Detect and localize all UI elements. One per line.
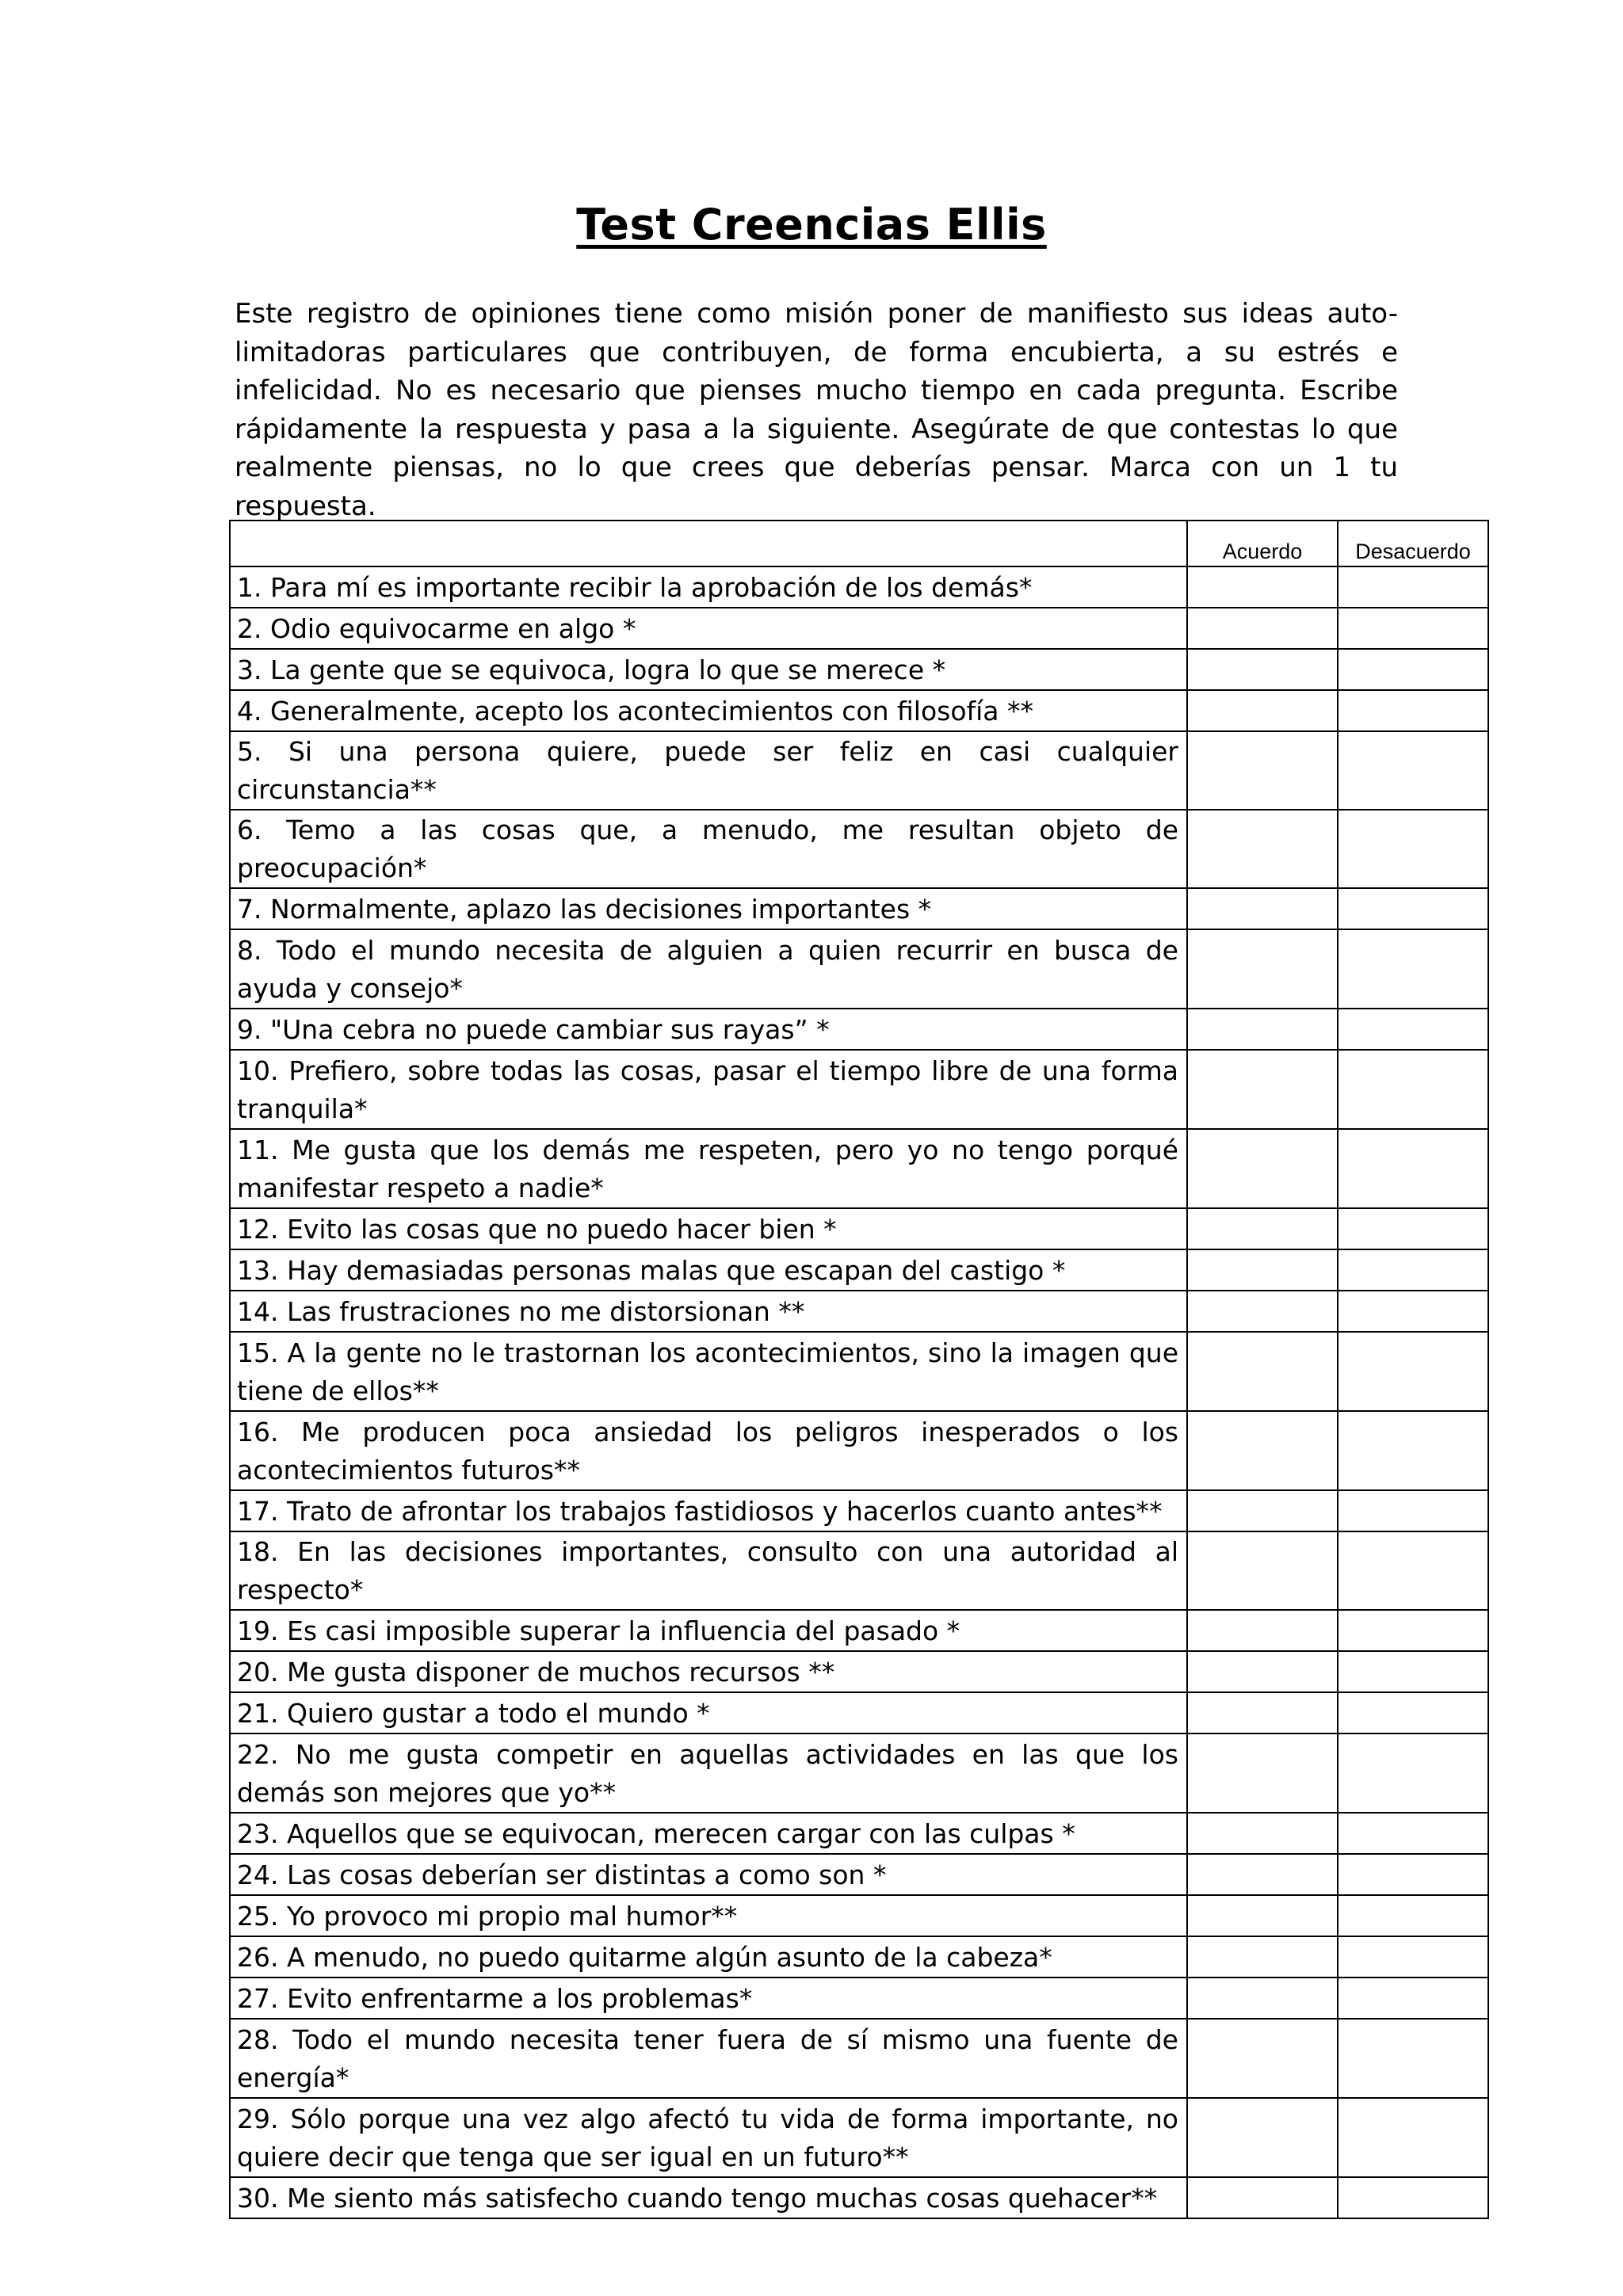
agree-cell-15[interactable] [1187,1332,1338,1411]
statement-20: 20. Me gusta disponer de muchos recursos ** [230,1651,1187,1692]
statement-30: 30. Me siento más satisfecho cuando tengo muchas cosas quehacer** [230,2177,1187,2218]
disagree-cell-21[interactable] [1338,1692,1488,1733]
statement-6: 6. Temo a las cosas que, a menudo, me resultan objeto de preocupación* [230,810,1187,888]
disagree-cell-11[interactable] [1338,1129,1488,1208]
header-statement [230,521,1187,566]
statement-23: 23. Aquellos que se equivocan, merecen cargar con las culpas * [230,1813,1187,1854]
agree-cell-7[interactable] [1187,888,1338,929]
table-row [230,1651,1488,1692]
table-row [230,1936,1488,1978]
agree-cell-17[interactable] [1187,1490,1338,1531]
table-row [230,649,1488,690]
disagree-cell-10[interactable] [1338,1050,1488,1129]
disagree-cell-27[interactable] [1338,1978,1488,2019]
survey-body [230,566,1488,2218]
table-row [230,1249,1488,1291]
statement-25: 25. Yo provoco mi propio mal humor** [230,1895,1187,1936]
disagree-cell-23[interactable] [1338,1813,1488,1854]
table-header-row [230,521,1488,566]
statement-1: 1. Para mí es importante recibir la aprobación de los demás* [230,566,1187,608]
disagree-cell-8[interactable] [1338,929,1488,1009]
statement-8: 8. Todo el mundo necesita de alguien a quien recurrir en busca de ayuda y consejo* [230,929,1187,1009]
agree-cell-13[interactable] [1187,1249,1338,1291]
table-row [230,1291,1488,1332]
agree-cell-9[interactable] [1187,1009,1338,1050]
agree-cell-16[interactable] [1187,1411,1338,1490]
statement-29: 29. Sólo porque una vez algo afectó tu vida de forma importante, no quiere decir que tenga que ser igual en un futuro** [230,2098,1187,2177]
statement-18: 18. En las decisiones importantes, consulto con una autoridad al respecto* [230,1531,1187,1610]
statement-26: 26. A menudo, no puedo quitarme algún asunto de la cabeza* [230,1936,1187,1978]
table-row [230,888,1488,929]
page-title: Test Creencias Ellis [576,200,1047,250]
agree-cell-30[interactable] [1187,2177,1338,2218]
table-row [230,1895,1488,1936]
disagree-cell-14[interactable] [1338,1291,1488,1332]
statement-16: 16. Me producen poca ansiedad los peligros inesperados o los acontecimientos futuros** [230,1411,1187,1490]
disagree-cell-29[interactable] [1338,2098,1488,2177]
agree-cell-3[interactable] [1187,649,1338,690]
table-row [230,2019,1488,2098]
agree-cell-24[interactable] [1187,1854,1338,1895]
agree-cell-5[interactable] [1187,731,1338,810]
disagree-cell-2[interactable] [1338,608,1488,649]
disagree-cell-18[interactable] [1338,1531,1488,1610]
agree-cell-14[interactable] [1187,1291,1338,1332]
statement-3: 3. La gente que se equivoca, logra lo que se merece * [230,649,1187,690]
statement-5: 5. Si una persona quiere, puede ser feliz en casi cualquier circunstancia** [230,731,1187,810]
agree-cell-8[interactable] [1187,929,1338,1009]
statement-10: 10. Prefiero, sobre todas las cosas, pasar el tiempo libre de una forma tranquila* [230,1050,1187,1129]
statement-17: 17. Trato de afrontar los trabajos fastidiosos y hacerlos cuanto antes** [230,1490,1187,1531]
table-row [230,1332,1488,1411]
agree-cell-25[interactable] [1187,1895,1338,1936]
table-row [230,2177,1488,2218]
agree-cell-27[interactable] [1187,1978,1338,2019]
header-agree: Acuerdo [1187,521,1338,566]
disagree-cell-1[interactable] [1338,566,1488,608]
table-row [230,1813,1488,1854]
table-row [230,1490,1488,1531]
disagree-cell-4[interactable] [1338,690,1488,731]
agree-cell-26[interactable] [1187,1936,1338,1978]
table-row [230,929,1488,1009]
disagree-cell-3[interactable] [1338,649,1488,690]
statement-21: 21. Quiero gustar a todo el mundo * [230,1692,1187,1733]
disagree-cell-26[interactable] [1338,1936,1488,1978]
agree-cell-20[interactable] [1187,1651,1338,1692]
agree-cell-21[interactable] [1187,1692,1338,1733]
statement-7: 7. Normalmente, aplazo las decisiones importantes * [230,888,1187,929]
table-row [230,1978,1488,2019]
disagree-cell-30[interactable] [1338,2177,1488,2218]
statement-12: 12. Evito las cosas que no puedo hacer bien * [230,1208,1187,1249]
disagree-cell-13[interactable] [1338,1249,1488,1291]
agree-cell-28[interactable] [1187,2019,1338,2098]
intro-paragraph: Este registro de opiniones tiene como misión poner de manifiesto sus ideas auto-limitadoras particulares que contribuyen, de forma encubierta, a su estrés e infelicidad. No es necesario que pienses mucho tiempo en cada pregunta. Escribe rápidamente la respuesta y pasa a la siguiente. Asegúrate de que contestas lo que realmente piensas, no lo que crees que deberías pensar. Marca con un 1 tu respuesta. [235,298,1398,522]
disagree-cell-20[interactable] [1338,1651,1488,1692]
agree-cell-12[interactable] [1187,1208,1338,1249]
agree-cell-4[interactable] [1187,690,1338,731]
disagree-cell-15[interactable] [1338,1332,1488,1411]
table-row [230,1129,1488,1208]
disagree-cell-16[interactable] [1338,1411,1488,1490]
disagree-cell-24[interactable] [1338,1854,1488,1895]
disagree-cell-7[interactable] [1338,888,1488,929]
statement-28: 28. Todo el mundo necesita tener fuera de sí mismo una fuente de energía* [230,2019,1187,2098]
disagree-cell-28[interactable] [1338,2019,1488,2098]
agree-cell-29[interactable] [1187,2098,1338,2177]
agree-cell-23[interactable] [1187,1813,1338,1854]
header-disagree: Desacuerdo [1338,521,1488,566]
agree-cell-18[interactable] [1187,1531,1338,1610]
table-row [230,608,1488,649]
disagree-cell-22[interactable] [1338,1733,1488,1813]
disagree-cell-5[interactable] [1338,731,1488,810]
table-row [230,810,1488,888]
disagree-cell-19[interactable] [1338,1610,1488,1651]
statement-24: 24. Las cosas deberían ser distintas a como son * [230,1854,1187,1895]
statement-19: 19. Es casi imposible superar la influencia del pasado * [230,1610,1187,1651]
agree-cell-22[interactable] [1187,1733,1338,1813]
survey-table [229,520,1489,2219]
statement-9: 9. "Una cebra no puede cambiar sus rayas” * [230,1009,1187,1050]
disagree-cell-12[interactable] [1338,1208,1488,1249]
table-row [230,1009,1488,1050]
table-row [230,1531,1488,1610]
agree-cell-6[interactable] [1187,810,1338,888]
statement-4: 4. Generalmente, acepto los acontecimientos con filosofía ** [230,690,1187,731]
disagree-cell-6[interactable] [1338,810,1488,888]
disagree-cell-17[interactable] [1338,1490,1488,1531]
table-row [230,1411,1488,1490]
table-row [230,2098,1488,2177]
statement-22: 22. No me gusta competir en aquellas actividades en las que los demás son mejores que yo** [230,1733,1187,1813]
table-row [230,1050,1488,1129]
disagree-cell-25[interactable] [1338,1895,1488,1936]
agree-cell-19[interactable] [1187,1610,1338,1651]
statement-15: 15. A la gente no le trastornan los acontecimientos, sino la imagen que tiene de ellos** [230,1332,1187,1411]
table-row [230,1692,1488,1733]
statement-2: 2. Odio equivocarme en algo * [230,608,1187,649]
agree-cell-11[interactable] [1187,1129,1338,1208]
statement-13: 13. Hay demasiadas personas malas que escapan del castigo * [230,1249,1187,1291]
table-row [230,731,1488,810]
table-row [230,1208,1488,1249]
agree-cell-1[interactable] [1187,566,1338,608]
statement-27: 27. Evito enfrentarme a los problemas* [230,1978,1187,2019]
statement-11: 11. Me gusta que los demás me respeten, pero yo no tengo porqué manifestar respeto a nadie* [230,1129,1187,1208]
statement-14: 14. Las frustraciones no me distorsionan ** [230,1291,1187,1332]
table-row [230,1610,1488,1651]
table-row [230,690,1488,731]
table-row [230,1854,1488,1895]
agree-cell-2[interactable] [1187,608,1338,649]
agree-cell-10[interactable] [1187,1050,1338,1129]
disagree-cell-9[interactable] [1338,1009,1488,1050]
table-row [230,566,1488,608]
table-row [230,1733,1488,1813]
